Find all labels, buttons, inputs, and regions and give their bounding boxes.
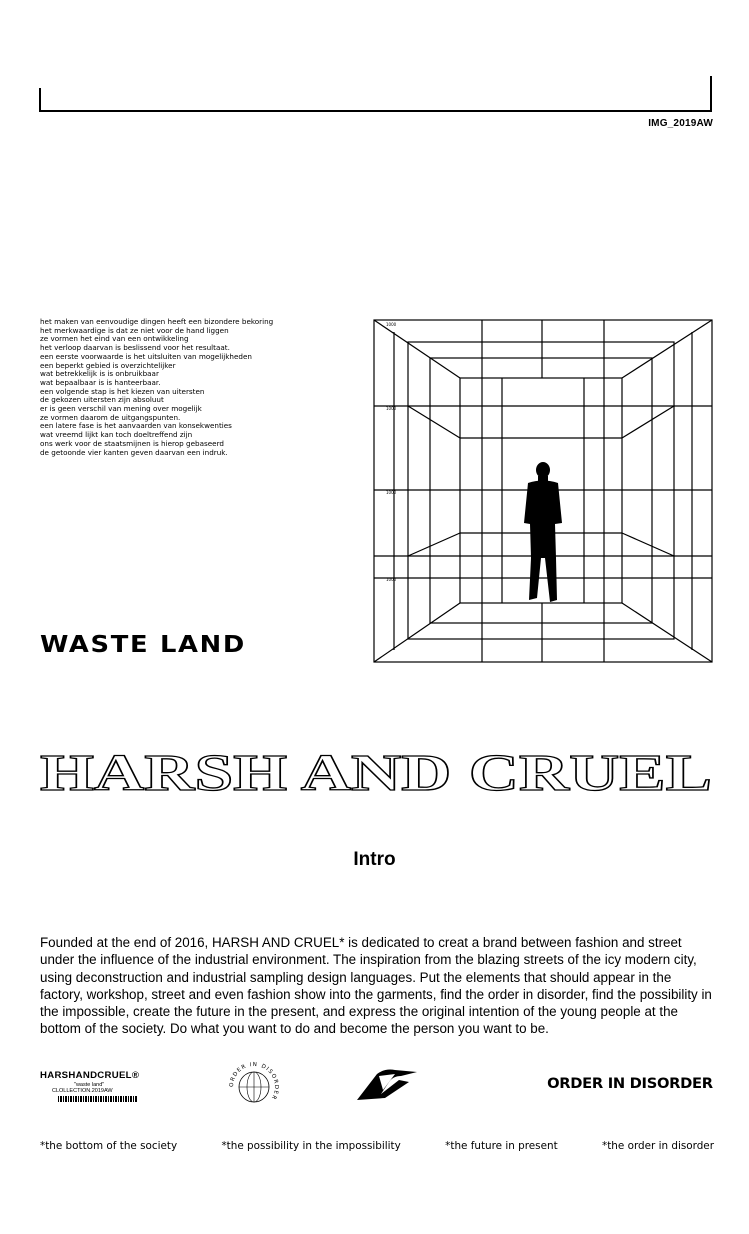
poem-line: ons werk voor de staatsmijnen is hierop gebaseerd xyxy=(40,438,224,448)
poem-line: een eerste voorwaarde is het uitsluiten van mogelijkheden xyxy=(40,351,252,361)
collection-title: WASTE LAND xyxy=(40,632,246,658)
footnote: *the order in disorder xyxy=(602,1140,714,1152)
brand-tagline: "waste land" xyxy=(74,1082,105,1088)
svg-text:1000: 1000 xyxy=(386,577,397,582)
swoosh-logo-icon xyxy=(355,1068,419,1104)
poem-line: een latere fase is het aanvaarden van konsekwenties xyxy=(40,421,232,431)
footnote: *the possibility in the impossibility xyxy=(221,1140,401,1152)
svg-text:1000: 1000 xyxy=(386,490,397,495)
brand-label: HARSHANDCRUEL® xyxy=(40,1070,140,1081)
poem-line: het verloop daarvan is beslissend voor het resultaat. xyxy=(40,343,230,353)
poem-line: het maken van eenvoudige dingen heeft een bizondere bekoring xyxy=(40,317,274,326)
intro-body: Founded at the end of 2016, HARSH AND CRUEL* is dedicated to creat a brand between fashion and street under the influence of the industrial environment. The inspiration from the blazing streets of the icy modern city, using deconstruction and industrial sampling design languages. Put the elements that should appear in the factory, workshop, street and even fashion show into the garments, find the order in disorder, find the possibility in the impossible, create the future in the present, and express the original intention of the young people at the bottom of the society. Do what you want to do and become the person you want to be. xyxy=(40,935,712,1037)
poem-line: het merkwaardige is dat ze niet voor de hand liggen xyxy=(40,325,229,335)
poem-line: de gekozen uitersten zijn absoluut xyxy=(40,395,164,405)
poem-line: de getoonde vier kanten geven daarvan een indruk. xyxy=(40,447,228,457)
dutch-poem xyxy=(40,318,300,457)
barcode-icon xyxy=(58,1096,138,1102)
image-code: IMG_2019AW xyxy=(648,118,713,129)
header-frame xyxy=(39,68,712,112)
poem-line: wat betrekkelijk is is onbruikbaar xyxy=(40,369,159,379)
poem-line: wat vreemd lijkt kan toch doeltreffend zijn xyxy=(40,430,193,440)
poem-line: ze vormen daarom de uitgangspunten. xyxy=(40,412,181,422)
footnotes xyxy=(40,1140,714,1152)
grid-room-illustration xyxy=(372,318,714,664)
order-seal-icon xyxy=(226,1059,282,1115)
poem-line: een volgende stap is het kiezen van uitersten xyxy=(40,386,205,396)
footnote: *the bottom of the society xyxy=(40,1140,178,1152)
poem-line: wat bepaalbaar is is hanteerbaar. xyxy=(40,377,161,387)
brand-title-outline xyxy=(38,742,714,800)
seal-text: ORDER IN DISORDER xyxy=(228,1061,280,1102)
footnote: *the future in present xyxy=(445,1140,558,1152)
collection-label: CLOLLECTION.2019AW xyxy=(52,1088,113,1094)
brand-label-logo xyxy=(40,1070,170,1102)
poem-line: een beperkt gebied is overzichtelijker xyxy=(40,360,176,370)
svg-text:1000: 1000 xyxy=(386,322,397,327)
poem-line: er is geen verschil van mening over mogelijk xyxy=(40,404,202,414)
poem-line: ze vormen het eind van een ontwikkeling xyxy=(40,334,189,344)
order-in-disorder-logo: ORDER IN DISORDER xyxy=(547,1076,713,1092)
svg-text:1000: 1000 xyxy=(386,406,397,411)
brand-title-text: HARSH AND CRUEL xyxy=(40,745,712,800)
intro-heading: Intro xyxy=(353,849,396,870)
